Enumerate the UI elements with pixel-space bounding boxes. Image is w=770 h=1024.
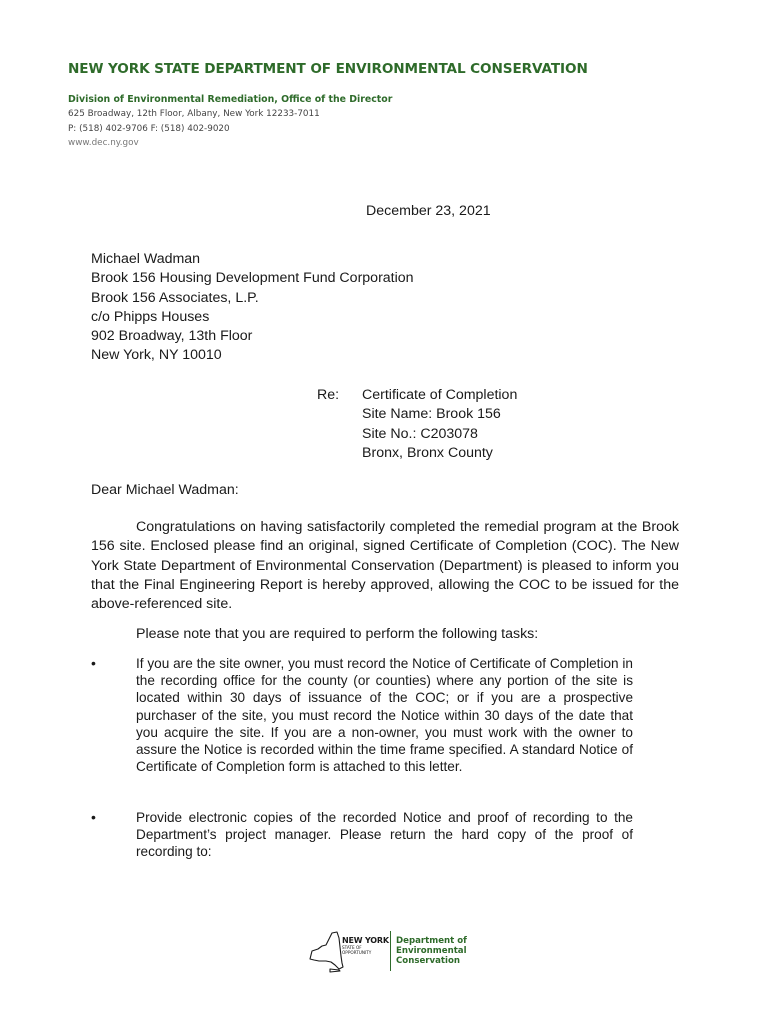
body-paragraph: Congratulations on having satisfactorily completed the remedial program at the Brook 156 site. Enclosed please find an original, signed Certificate of Completion (COC). The New York State Department of Environmental Conservation (Department) is pleased to inform you that the Final Engineering Report is hereby approved, allowing the COC to be issued for the above-referenced site. xyxy=(91,519,679,613)
re-label: Re: xyxy=(317,387,340,403)
phone-fax: P: (518) 402-9706 F: (518) 402-9020 xyxy=(68,124,230,134)
recipient-line: Michael Wadman xyxy=(91,251,201,267)
recipient-line: c/o Phipps Houses xyxy=(91,308,210,325)
subject-line: Site No.: C203078 xyxy=(362,425,478,442)
task-list-item: Provide electronic copies of the recorded Notice and proof of recording to the Department’s project manager. Please return the hard copy of the proof of recording to: xyxy=(136,810,633,860)
letter-date: December 23, 2021 xyxy=(366,203,491,219)
ny-state-map-icon xyxy=(306,929,346,973)
website-link[interactable]: www.dec.ny.gov xyxy=(68,138,139,148)
recipient-line: 902 Broadway, 13th Floor xyxy=(91,328,253,345)
subject-line: Site Name: Brook 156 xyxy=(362,406,501,423)
recipient-line: Brook 156 Associates, L.P. xyxy=(91,289,259,306)
division-name: Division of Environmental Remediation, Office of the Director xyxy=(68,94,393,105)
dec-logo-wordmark: Department of Environmental Conservation xyxy=(396,936,467,967)
body-paragraph: Please note that you are required to perform the following tasks: xyxy=(136,626,539,642)
subject-line: Certificate of Completion xyxy=(362,387,518,403)
agency-title: NEW YORK STATE DEPARTMENT OF ENVIRONMENTAL CONSERVATION xyxy=(68,61,588,77)
subject-block xyxy=(362,386,517,463)
ny-logo-tagline: STATE OF OPPORTUNITY xyxy=(342,945,372,955)
task-list-item: If you are the site owner, you must record the Notice of Certificate of Completion in the recording office for the county (or counties) where any portion of the site is located within 30 days of issuance of the COC; or if you are a prospective purchaser of the site, you must record the Notice within 30 days of the date that you acquire the site. If you are a non-owner, you must work with the owner to assure the Notice is recorded within the time frame specified. A standard Notice of Certificate of Completion form is attached to this letter. xyxy=(136,656,633,775)
ny-logo-wordmark: NEW YORK xyxy=(342,936,389,945)
recipient-address xyxy=(91,250,414,366)
footer-logos xyxy=(306,929,476,975)
bullet-icon: • xyxy=(91,809,96,825)
salutation: Dear Michael Wadman: xyxy=(91,482,239,498)
logo-divider xyxy=(390,931,391,971)
recipient-line: Brook 156 Housing Development Fund Corporation xyxy=(91,270,414,287)
bullet-icon: • xyxy=(91,655,96,671)
subject-line: Bronx, Bronx County xyxy=(362,444,493,461)
office-address: 625 Broadway, 12th Floor, Albany, New York 12233-7011 xyxy=(68,109,320,119)
recipient-line: New York, NY 10010 xyxy=(91,347,222,364)
